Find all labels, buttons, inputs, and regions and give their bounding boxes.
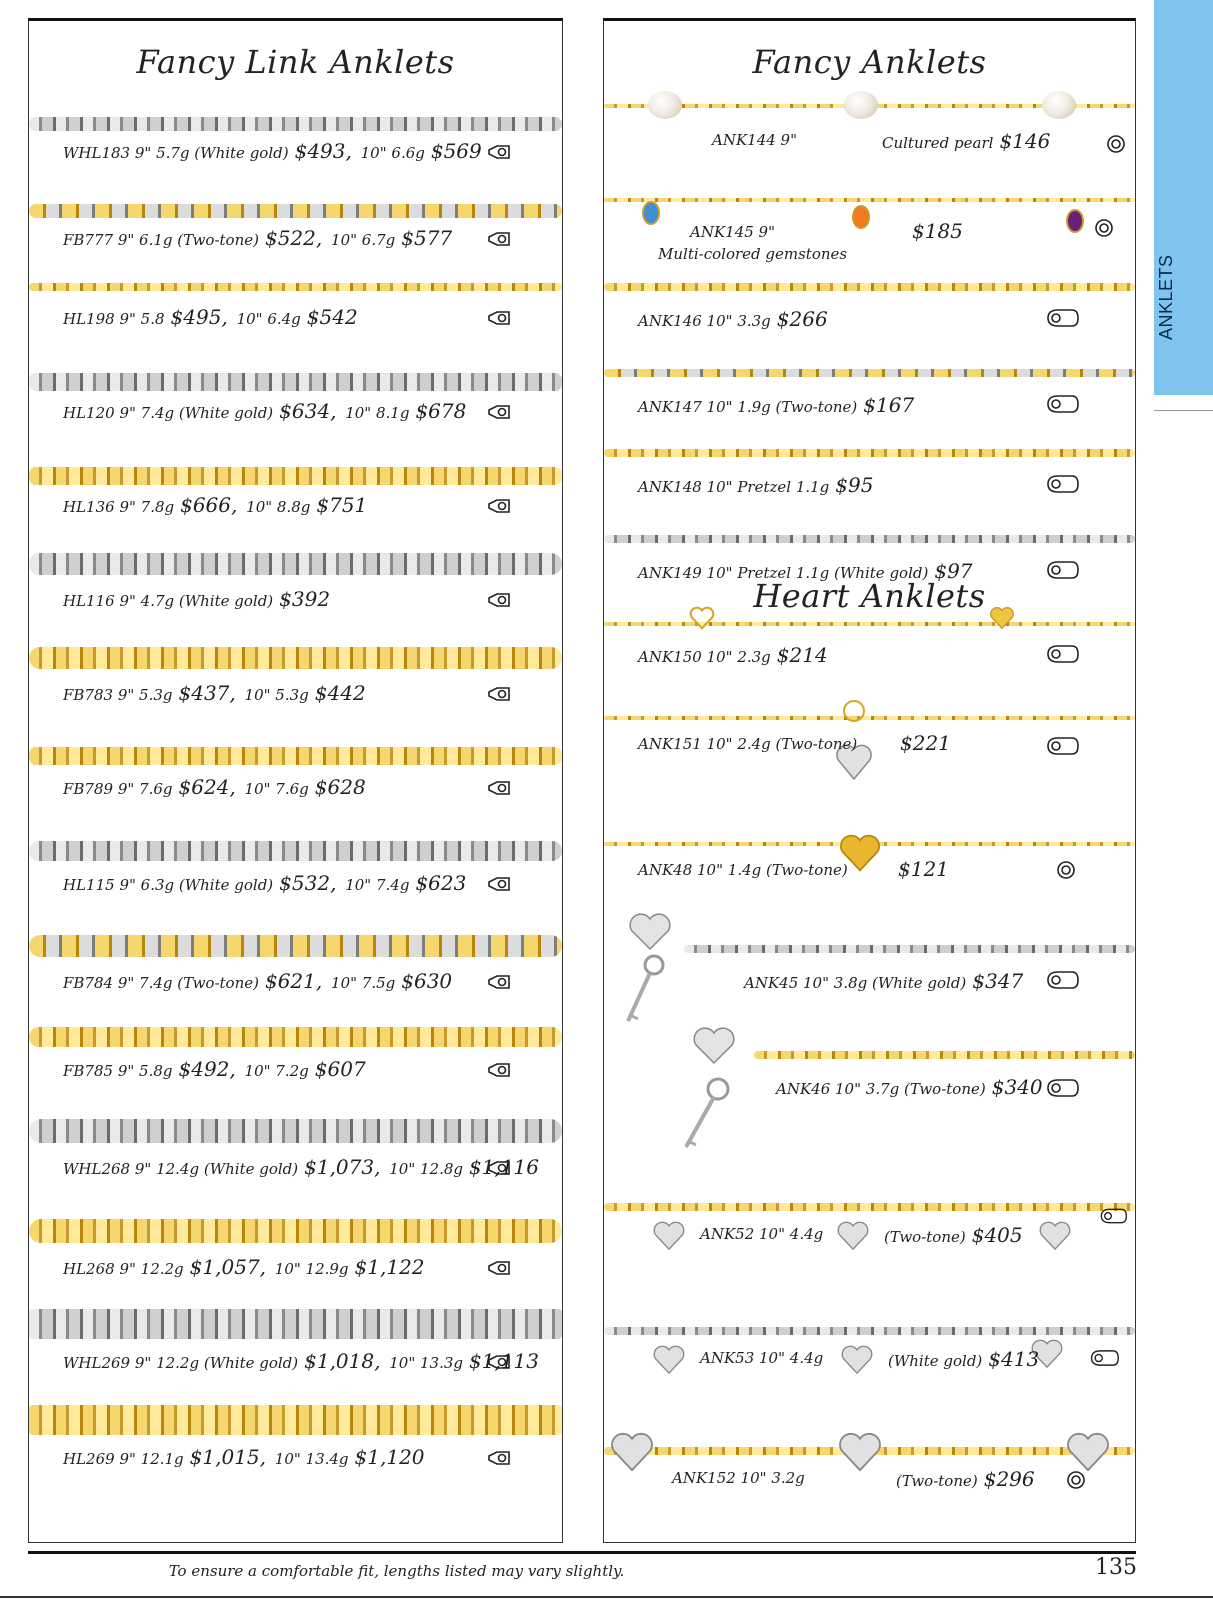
clasp-icon bbox=[487, 228, 511, 250]
price-9in: $1,073, bbox=[304, 1155, 381, 1179]
product-caption bbox=[63, 775, 370, 799]
gemstone-image bbox=[852, 205, 870, 229]
lobster-clasp-icon bbox=[1088, 1347, 1120, 1369]
product-description bbox=[896, 1467, 1039, 1491]
price: $121 bbox=[898, 857, 949, 881]
chain-image bbox=[29, 1119, 562, 1143]
chain-image bbox=[29, 1027, 562, 1047]
product-caption bbox=[672, 1469, 805, 1487]
price-9in: $392 bbox=[279, 587, 331, 611]
product-spec-10in: 10" 12.8g bbox=[389, 1160, 464, 1178]
chain-image bbox=[29, 283, 562, 291]
heart-charm-image bbox=[988, 605, 1016, 631]
product-caption bbox=[63, 1155, 543, 1179]
gemstone-image bbox=[1066, 209, 1084, 233]
clasp-icon bbox=[487, 307, 511, 329]
product-caption bbox=[63, 871, 470, 895]
price-9in: $634, bbox=[279, 399, 337, 423]
product-caption bbox=[638, 861, 848, 879]
price-10in: $678 bbox=[415, 399, 467, 423]
product-caption bbox=[776, 1075, 1047, 1099]
product-spec: HL268 9" 12.2g bbox=[63, 1260, 184, 1278]
product-caption bbox=[638, 643, 832, 667]
heart-charm-image bbox=[652, 1213, 686, 1253]
price-label bbox=[894, 731, 955, 755]
section-title: Heart Anklets bbox=[753, 577, 986, 615]
price-9in: $1,018, bbox=[304, 1349, 381, 1373]
product-spec-10in: 10" 6.4g bbox=[236, 310, 301, 328]
chain-image bbox=[29, 747, 562, 765]
chain-image bbox=[604, 369, 1135, 377]
price-9in: $532, bbox=[279, 871, 337, 895]
price-9in: $495, bbox=[170, 305, 228, 329]
product-caption bbox=[638, 473, 877, 497]
chain-image bbox=[604, 283, 1135, 291]
product-spec: ANK48 10" 1.4g (Two-tone) bbox=[638, 861, 848, 879]
product-caption bbox=[690, 223, 775, 241]
heart-charm-image bbox=[604, 1429, 660, 1475]
product-spec-10in: 10" 13.4g bbox=[274, 1450, 349, 1468]
price-10in: $1,122 bbox=[354, 1255, 425, 1279]
price-10in: $1,120 bbox=[354, 1445, 425, 1469]
product-spec: HL136 9" 7.8g bbox=[63, 498, 175, 516]
price-label bbox=[906, 219, 967, 243]
product-caption bbox=[63, 1255, 429, 1279]
chain-image bbox=[29, 841, 562, 861]
product-spec: FB785 9" 5.8g bbox=[63, 1062, 173, 1080]
chain-image bbox=[29, 1219, 562, 1243]
clasp-icon bbox=[487, 1447, 511, 1469]
product-caption bbox=[63, 305, 362, 329]
price-10in: $569 bbox=[430, 139, 482, 163]
price: $97 bbox=[934, 559, 973, 583]
chain-image bbox=[29, 117, 562, 131]
price: $296 bbox=[983, 1467, 1035, 1491]
product-caption bbox=[744, 969, 1027, 993]
product-caption bbox=[63, 1349, 543, 1373]
clasp-icon bbox=[487, 971, 511, 993]
footer-divider bbox=[28, 1551, 1136, 1554]
price: $221 bbox=[900, 731, 951, 755]
price-10in: $623 bbox=[415, 871, 467, 895]
spring-ring-clasp-icon bbox=[1054, 859, 1078, 881]
product-spec: WHL268 9" 12.4g (White gold) bbox=[63, 1160, 299, 1178]
product-spec-10in: 10" 12.9g bbox=[274, 1260, 349, 1278]
heart-key-charm-image bbox=[674, 1017, 754, 1157]
panel-title: Fancy Anklets bbox=[752, 43, 987, 81]
product-description bbox=[882, 129, 1054, 153]
pearl-image bbox=[844, 91, 878, 119]
chain-image bbox=[684, 945, 1135, 953]
product-caption bbox=[63, 139, 486, 163]
product-spec-10in: 10" 6.6g bbox=[360, 144, 425, 162]
product-caption bbox=[63, 681, 370, 705]
price-10in: $751 bbox=[316, 493, 368, 517]
fancy-link-anklets-panel bbox=[28, 18, 563, 1543]
product-caption bbox=[63, 587, 344, 611]
product-spec: ANK149 10" Pretzel 1.1g (White gold) bbox=[638, 564, 929, 582]
product-spec-10in: 10" 13.3g bbox=[389, 1354, 464, 1372]
clasp-icon bbox=[487, 1059, 511, 1081]
product-caption bbox=[63, 226, 456, 250]
product-spec: ANK151 10" 2.4g (Two-tone) bbox=[638, 735, 858, 753]
page-number: 135 bbox=[1095, 1555, 1137, 1580]
heart-charm-image bbox=[832, 1429, 888, 1475]
product-spec: HL115 9" 6.3g (White gold) bbox=[63, 876, 274, 894]
product-spec: ANK52 10" 4.4g bbox=[700, 1225, 824, 1243]
product-spec: ANK145 9" bbox=[690, 223, 776, 241]
clasp-icon bbox=[487, 1157, 511, 1179]
product-spec-10in: 10" 5.3g bbox=[244, 686, 309, 704]
product-caption bbox=[712, 131, 797, 149]
price-10in: $628 bbox=[314, 775, 366, 799]
product-spec: ANK146 10" 3.3g bbox=[638, 312, 771, 330]
product-spec: FB783 9" 5.3g bbox=[63, 686, 173, 704]
clasp-icon bbox=[487, 683, 511, 705]
lobster-clasp-icon bbox=[1044, 735, 1080, 757]
product-caption bbox=[700, 1349, 823, 1367]
product-spec-10in: 10" 8.1g bbox=[345, 404, 410, 422]
product-spec: HL269 9" 12.1g bbox=[63, 1450, 184, 1468]
chain-image bbox=[604, 1203, 1135, 1211]
product-description bbox=[658, 245, 847, 263]
product-caption bbox=[638, 393, 918, 417]
clasp-icon bbox=[487, 1351, 511, 1373]
lobster-clasp-icon bbox=[1044, 969, 1080, 991]
lobster-clasp-icon bbox=[1098, 1205, 1128, 1227]
product-spec: ANK53 10" 4.4g bbox=[700, 1349, 824, 1367]
product-caption bbox=[63, 493, 371, 517]
product-spec-10in: 10" 7.4g bbox=[345, 876, 410, 894]
clasp-icon bbox=[487, 141, 511, 163]
product-caption bbox=[63, 969, 456, 993]
lobster-clasp-icon bbox=[1044, 307, 1080, 329]
price-label bbox=[892, 857, 953, 881]
chain-image bbox=[29, 204, 562, 218]
description-text: (White gold) bbox=[888, 1352, 983, 1370]
heart-charm-image bbox=[1038, 1213, 1072, 1253]
clasp-icon bbox=[487, 873, 511, 895]
price-10in: $577 bbox=[401, 226, 453, 250]
product-spec: HL198 9" 5.8 bbox=[63, 310, 165, 328]
lobster-clasp-icon bbox=[1044, 643, 1080, 665]
price: $167 bbox=[863, 393, 915, 417]
lobster-clasp-icon bbox=[1044, 1077, 1080, 1099]
product-spec-10in: 10" 6.7g bbox=[331, 231, 396, 249]
description-text: Multi-colored gemstones bbox=[658, 245, 848, 263]
price-9in: $621, bbox=[264, 969, 323, 993]
price-9in: $1,057, bbox=[189, 1255, 266, 1279]
description-text: (Two-tone) bbox=[896, 1472, 978, 1490]
price: $185 bbox=[912, 219, 963, 243]
spring-ring-clasp-icon bbox=[1104, 133, 1128, 155]
product-spec: FB784 9" 7.4g (Two-tone) bbox=[63, 974, 259, 992]
product-spec: ANK150 10" 2.3g bbox=[638, 648, 771, 666]
product-spec: ANK147 10" 1.9g (Two-tone) bbox=[638, 398, 858, 416]
chain-image bbox=[29, 373, 562, 391]
price-10in: $1,113 bbox=[469, 1349, 539, 1373]
product-spec: ANK152 10" 3.2g bbox=[672, 1469, 805, 1487]
bottom-divider bbox=[0, 1596, 1213, 1598]
product-spec: WHL183 9" 5.7g (White gold) bbox=[63, 144, 289, 162]
product-caption bbox=[700, 1225, 823, 1243]
heart-charm-image bbox=[652, 1337, 686, 1377]
product-spec: FB789 9" 7.6g bbox=[63, 780, 173, 798]
price-9in: $493, bbox=[294, 139, 352, 163]
lobster-clasp-icon bbox=[1044, 393, 1080, 415]
chain-image bbox=[604, 449, 1135, 457]
price: $214 bbox=[776, 643, 828, 667]
price-10in: $630 bbox=[401, 969, 453, 993]
price-10in: $607 bbox=[314, 1057, 366, 1081]
chain-image bbox=[29, 935, 562, 957]
price-9in: $437, bbox=[178, 681, 236, 705]
product-spec: ANK46 10" 3.7g (Two-tone) bbox=[776, 1080, 986, 1098]
heart-charm-image bbox=[688, 605, 716, 631]
product-description bbox=[884, 1223, 1027, 1247]
price: $340 bbox=[991, 1075, 1043, 1099]
clasp-icon bbox=[487, 401, 511, 423]
price-9in: $666, bbox=[180, 493, 238, 517]
chain-image bbox=[29, 553, 562, 575]
price: $95 bbox=[835, 473, 874, 497]
product-caption bbox=[63, 399, 470, 423]
chain-image bbox=[29, 467, 562, 485]
description-text: Cultured pearl bbox=[882, 134, 994, 152]
product-spec: FB777 9" 6.1g (Two-tone) bbox=[63, 231, 259, 249]
chain-image bbox=[754, 1051, 1135, 1059]
price: $266 bbox=[776, 307, 828, 331]
product-caption bbox=[638, 735, 857, 753]
price-10in: $1,116 bbox=[469, 1155, 539, 1179]
lobster-clasp-icon bbox=[1044, 473, 1080, 495]
spring-ring-clasp-icon bbox=[1092, 217, 1116, 239]
description-text: (Two-tone) bbox=[884, 1228, 966, 1246]
price-9in: $492, bbox=[178, 1057, 236, 1081]
product-caption bbox=[63, 1445, 429, 1469]
pearl-image bbox=[648, 91, 682, 119]
pearl-image bbox=[1042, 91, 1076, 119]
heart-charm-image bbox=[836, 1213, 870, 1253]
price-9in: $624, bbox=[178, 775, 236, 799]
price: $413 bbox=[988, 1347, 1040, 1371]
spring-ring-clasp-icon bbox=[1064, 1469, 1088, 1491]
section-tab-label: ANKLETS bbox=[1156, 254, 1176, 340]
product-spec: ANK148 10" Pretzel 1.1g bbox=[638, 478, 830, 496]
clasp-icon bbox=[487, 495, 511, 517]
tab-divider bbox=[1154, 410, 1213, 411]
product-caption bbox=[638, 307, 832, 331]
product-description bbox=[888, 1347, 1043, 1371]
product-spec-10in: 10" 8.8g bbox=[246, 498, 311, 516]
product-spec: HL116 9" 4.7g (White gold) bbox=[63, 592, 274, 610]
chain-image bbox=[604, 622, 1135, 626]
product-spec-10in: 10" 7.5g bbox=[331, 974, 396, 992]
chain-image bbox=[29, 1405, 562, 1435]
fancy-anklets-panel bbox=[603, 18, 1136, 1543]
chain-image bbox=[29, 647, 562, 669]
chain-image bbox=[604, 198, 1135, 202]
clasp-icon bbox=[487, 1257, 511, 1279]
price-10in: $542 bbox=[306, 305, 358, 329]
price-9in: $1,015, bbox=[189, 1445, 266, 1469]
price-9in: $522, bbox=[264, 226, 323, 250]
panel-title: Fancy Link Anklets bbox=[136, 43, 455, 81]
product-spec: ANK144 9" bbox=[712, 131, 798, 149]
price: $146 bbox=[999, 129, 1051, 153]
gemstone-image bbox=[642, 201, 660, 225]
price: $405 bbox=[971, 1223, 1023, 1247]
heart-charm-image bbox=[840, 1337, 874, 1377]
product-spec: HL120 9" 7.4g (White gold) bbox=[63, 404, 274, 422]
product-spec: WHL269 9" 12.2g (White gold) bbox=[63, 1354, 299, 1372]
price-10in: $442 bbox=[314, 681, 366, 705]
section-tab bbox=[1154, 0, 1213, 395]
product-spec-10in: 10" 7.2g bbox=[244, 1062, 309, 1080]
clasp-icon bbox=[487, 589, 511, 611]
price: $347 bbox=[972, 969, 1024, 993]
clasp-icon bbox=[487, 777, 511, 799]
footer-note: To ensure a comfortable fit, lengths listed may vary slightly. bbox=[168, 1562, 625, 1580]
heart-key-charm-image bbox=[618, 905, 682, 1035]
product-spec: ANK45 10" 3.8g (White gold) bbox=[744, 974, 967, 992]
product-spec-10in: 10" 7.6g bbox=[244, 780, 309, 798]
chain-image bbox=[604, 535, 1135, 543]
chain-image bbox=[29, 1309, 562, 1339]
product-caption bbox=[63, 1057, 370, 1081]
